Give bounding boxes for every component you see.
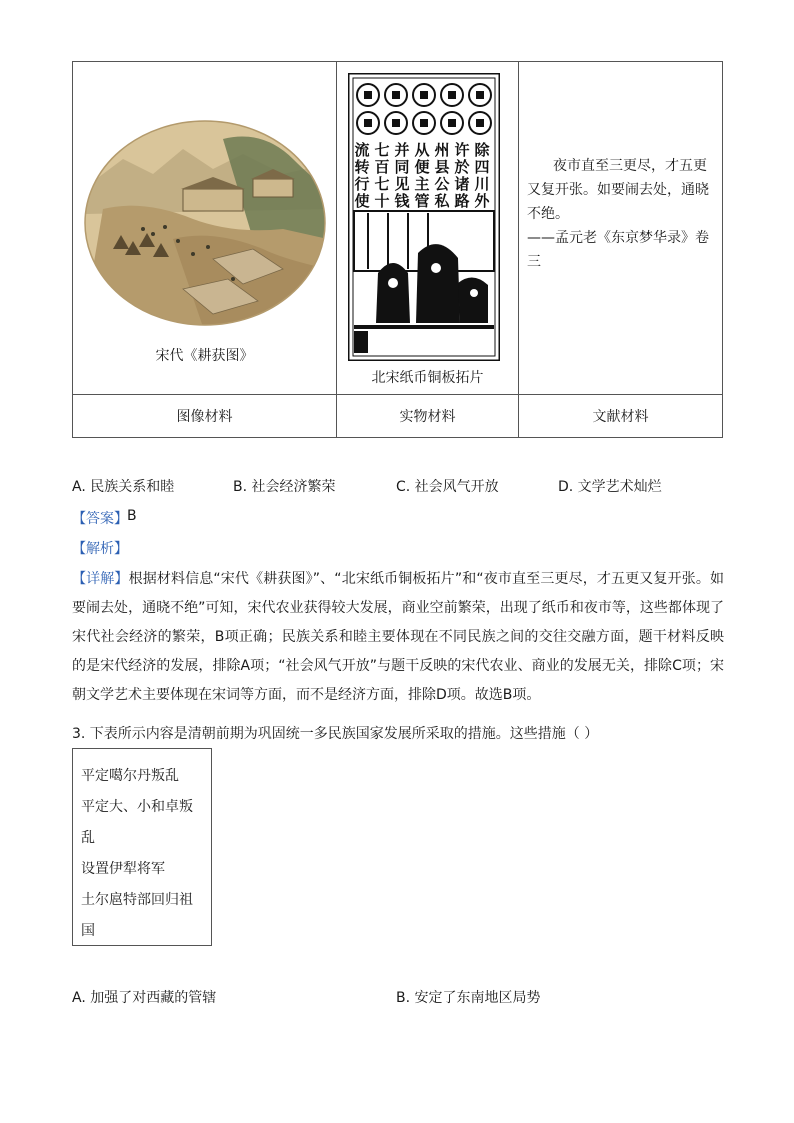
label-object-material: 实物材料 <box>337 395 519 438</box>
painting-image <box>83 119 328 327</box>
banknote-cell <box>337 62 519 395</box>
answer-value: B <box>127 508 137 524</box>
detail-label: 【详解】 <box>72 571 129 587</box>
option-d: D. 文学艺术灿烂 <box>558 479 662 495</box>
banknote-caption: 北宋纸币铜板拓片 <box>371 370 484 386</box>
banknote-rubbing-image <box>348 73 500 361</box>
measure-line: 平定大、小和卓叛 <box>81 799 193 815</box>
measure-line: 平定噶尔丹叛乱 <box>81 768 179 784</box>
quote-cell <box>519 62 723 395</box>
q3-option-a: A. 加强了对西藏的管辖 <box>72 990 217 1006</box>
measure-line: 国 <box>81 923 95 939</box>
measure-line: 土尔扈特部回归祖 <box>81 892 193 908</box>
label-document-material: 文献材料 <box>519 395 723 438</box>
label-image-material: 图像材料 <box>73 395 337 438</box>
question-3-stem: 3. 下表所示内容是清朝前期为巩固统一多民族国家发展所采取的措施。这些措施（ ） <box>72 726 599 742</box>
painting-caption: 宋代《耕获图》 <box>155 348 254 364</box>
q3-option-b: B. 安定了东南地区局势 <box>396 990 541 1006</box>
measure-line: 设置伊犁将军 <box>81 861 165 877</box>
option-a: A. 民族关系和睦 <box>72 479 175 495</box>
measure-line: 乱 <box>81 830 95 846</box>
detail-paragraph <box>72 565 724 710</box>
banknote-inscription: 除四川外许於诸路州县公私从便主管并同见钱七百七十流转行使 <box>354 141 490 210</box>
detail-text: 根据材料信息“宋代《耕获图》”、“北宋纸币铜板拓片”和“夜市直至三更尽，才五更又复开张。如要闹去处，通晓不绝”可知，宋代农业获得较大发展，商业空前繁荣，出现了纸币和夜市等，这些都体现了宋代社会经济的繁荣，B项正确；民族关系和睦主要体现在不同民族之间的交往交融方面，题干材料反映的是宋代经济的发展，排除A项；“社会风气开放”与题干反映的宋代农业、商业的发展无关，排除C项；宋朝文学艺术主要体现在宋词等方面，而不是经济方面，排除D项。故选B项。 <box>72 571 724 703</box>
measures-table <box>72 748 212 946</box>
analysis-label: 【解析】 <box>72 541 128 557</box>
source-table <box>72 61 723 438</box>
painting-cell <box>73 62 337 395</box>
option-b: B. 社会经济繁荣 <box>233 479 336 495</box>
quote-text: 夜市直至三更尽，才五更又复开张。如要闹去处，通晓不绝。 <box>527 158 709 222</box>
quote-source: ——孟元老《东京梦华录》卷三 <box>527 230 709 270</box>
answer-label: 【答案】 <box>72 511 128 527</box>
quote-block <box>527 154 716 274</box>
option-c: C. 社会风气开放 <box>396 479 499 495</box>
